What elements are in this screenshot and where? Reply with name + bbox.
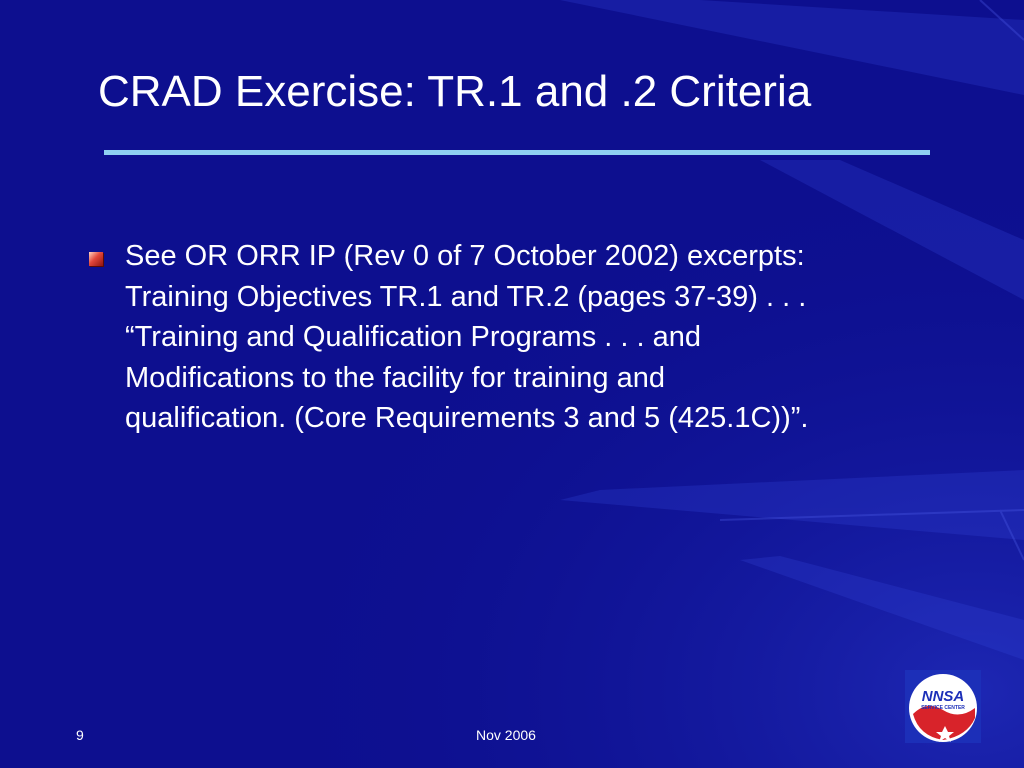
- svg-text:NNSA: NNSA: [921, 688, 965, 705]
- bullet-line: qualification. (Core Requirements 3 and 5 (425.1C))”.: [125, 402, 809, 434]
- nnsa-logo: [905, 670, 981, 743]
- title-underline: [104, 150, 930, 155]
- footer-date: Nov 2006: [476, 727, 536, 743]
- bullet-text: [125, 236, 965, 439]
- bullet-line: Modifications to the facility for training and: [125, 361, 665, 394]
- page-number: 9: [76, 727, 84, 743]
- svg-text:SERVICE CENTER: SERVICE CENTER: [921, 705, 965, 711]
- bullet-line: “Training and Qualification Programs . . . and: [125, 321, 701, 353]
- slide-title: CRAD Exercise: TR.1 and .2 Criteria: [98, 67, 812, 116]
- bullet-icon: [89, 252, 103, 266]
- bullet-line: See OR ORR IP (Rev 0 of 7 October 2002) excerpts:: [125, 240, 805, 272]
- bullet-line: Training Objectives TR.1 and TR.2 (pages 37-39) . . .: [125, 280, 807, 313]
